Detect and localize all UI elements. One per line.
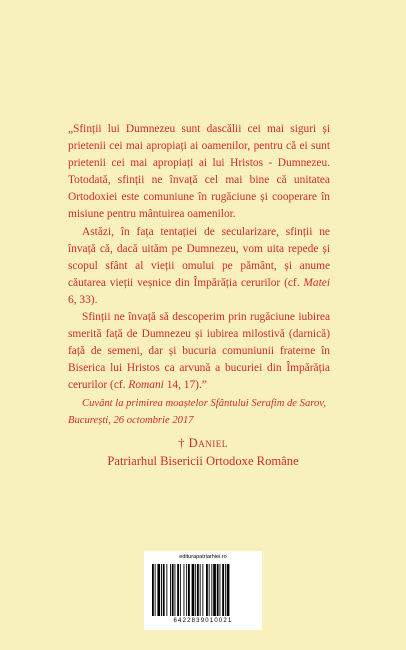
bible-reference-romani: Romani <box>128 379 164 392</box>
signature-name: † Daniel <box>178 436 228 450</box>
quote-paragraph-3-end: 14, 17).” <box>163 379 207 392</box>
quote-paragraph-2 <box>68 224 330 309</box>
quote-attribution: Cuvânt la primirea moaștelor Sfântului Serafim de Sarov, București, 26 octombrie 2017 <box>68 397 326 426</box>
quote-paragraph-3-text: Sfinții ne învață să descoperim prin rugăciune iubirea smerită față de Dumnezeu și iubirea milostivă (darnică) față de semeni, dar și bucuria comuniunii fraterne în Biserica lui Hristos ca arvună a bucuriei din Împărăția cerurilor (cf. <box>68 311 330 392</box>
signature-block <box>0 434 406 470</box>
quote-paragraph-2-text: Astăzi, în fața tentației de secularizare, sfinții ne învață că, dacă uităm pe Dumnezeu, vom uita repede și scopul sfânt al vieții omului pe pământ, și anume căutarea vieții veșnice din Împărăția cerurilor (cf. <box>68 225 330 289</box>
quote-paragraph-1-text: „Sfinții lui Dumnezeu sunt dascălii cei mai siguri și prietenii cei mai apropiați ai oamenilor, pentru că ei sunt prietenii cei mai apropiați ai lui Hristos - Dumnezeu. Totodată, sfinții ne învață cel mai bine că unitatea Ortodoxiei este comuniune în rugăciune și cooperare în misiune pentru mântuirea oamenilor. <box>68 123 330 221</box>
quote-paragraph-3 <box>68 309 330 394</box>
barcode-icon <box>150 564 256 616</box>
publisher-url: editurapatriarhiei.ro <box>179 554 227 560</box>
quote-paragraph-2-end: 6, 33). <box>68 293 98 306</box>
signature-title: Patriarhul Bisericii Ortodoxe Române <box>107 454 299 468</box>
quote-paragraph-1 <box>68 121 330 224</box>
barcode-number: 6422839010021 <box>173 618 233 624</box>
quote-block <box>68 121 330 429</box>
bible-reference-matei: Matei <box>303 276 330 289</box>
barcode-label <box>144 551 262 630</box>
